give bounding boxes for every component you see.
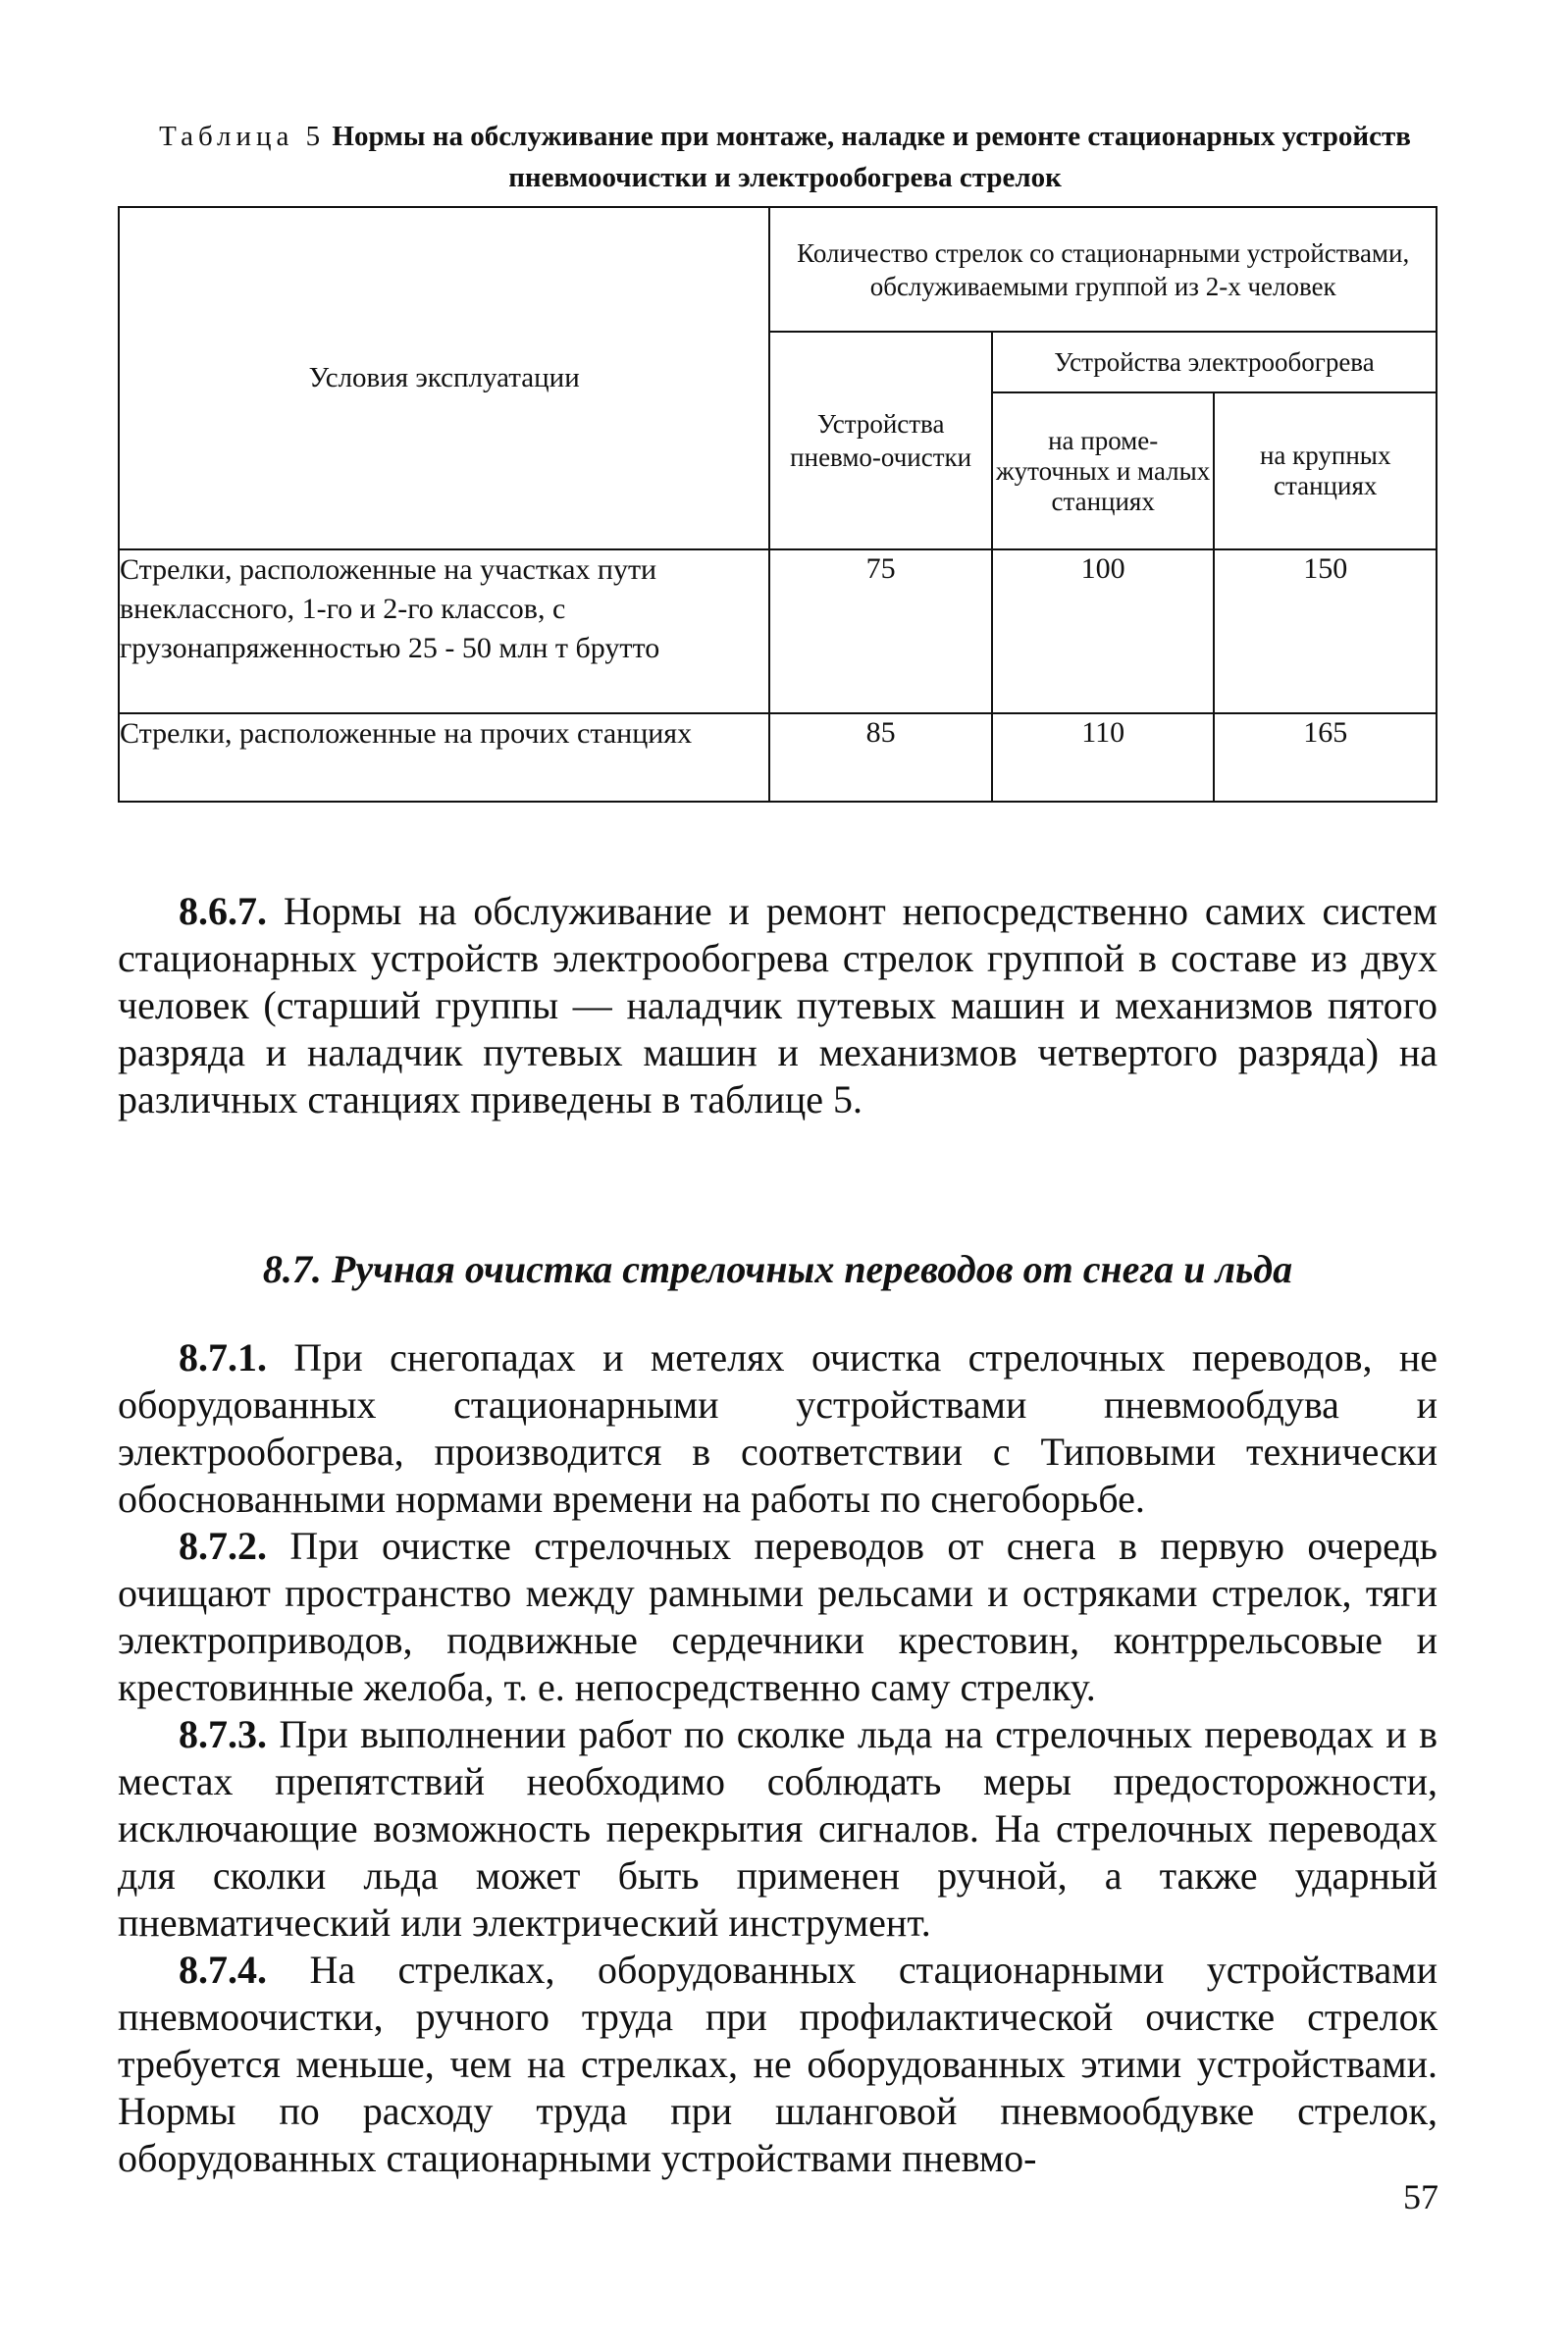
table-caption-title: Нормы на обслуживание при монтаже, наладке и ремонте стационарных устройств пневмоочистки и электрообогрева стрелок: [332, 121, 1411, 193]
row-intermediate-value: 100: [992, 549, 1215, 713]
row-large-value: 165: [1214, 713, 1437, 802]
paragraph-text: При очистке стрелочных переводов от снега в первую очередь очищают пространство между рамными рельсами и остряками стрелок, тяги электроприводов, подвижные сердечники крестовин, контррельсовые и крестовинные желоба, т. е. непосредственно саму стрелку.: [118, 1524, 1437, 1709]
header-conditions: Условия эксплуатации: [119, 207, 769, 549]
table-caption: [118, 116, 1452, 198]
paragraph-text: Нормы на обслуживание и ремонт непосредственно самих систем стационарных устройств электрообогрева стрелок группой в составе из двух человек (старший группы — наладчик путевых машин и механизмов пятого разряда и наладчик путевых машин и механизмов четвертого разряда) на различных станциях приведены в таблице 5.: [118, 889, 1437, 1121]
row-pneumo-value: 85: [769, 713, 992, 802]
table-row: [119, 713, 1437, 802]
section-8-7: [118, 1246, 1437, 1293]
section-title: 8.7. Ручная очистка стрелочных переводов от снега и льда: [262, 1247, 1293, 1291]
row-intermediate-value: 110: [992, 713, 1215, 802]
paragraph-8-6-7: [118, 888, 1437, 1123]
table-caption-lead: Таблица 5: [159, 121, 326, 152]
paragraph-8-7-4: [118, 1947, 1437, 2182]
header-pneumo: Устройства пневмо-очистки: [769, 332, 992, 549]
paragraph-number: 8.6.7.: [179, 889, 267, 933]
paragraph-8-7-1: [118, 1334, 1437, 1523]
paragraph-8-6-7-block: [118, 888, 1437, 1123]
row-condition: Стрелки, расположенные на участках пути внеклассного, 1-го и 2-го классов, с грузонапряженностью 25 - 50 млн т брутто: [119, 549, 769, 713]
paragraph-8-7-3: [118, 1711, 1437, 1947]
header-large: на крупных станциях: [1214, 392, 1437, 549]
paragraph-text: При выполнении работ по сколке льда на стрелочных переводах и в местах препятствий необходимо соблюдать меры предосторожности, исключающие возможность перекрытия сигналов. На стрелочных переводах для сколки льда может быть применен ручной, а также ударный пневматический или электрический инструмент.: [118, 1712, 1438, 1945]
section-8-7-paragraphs: [118, 1334, 1437, 2182]
paragraph-8-7-2: [118, 1523, 1437, 1711]
norms-table: [118, 206, 1437, 803]
page-number: 57: [1403, 2177, 1438, 2216]
header-electro: Устройства электрообогрева: [992, 332, 1437, 392]
paragraph-number: 8.7.1.: [179, 1335, 267, 1380]
header-intermediate: на проме-жуточных и малых станциях: [992, 392, 1215, 549]
row-pneumo-value: 75: [769, 549, 992, 713]
paragraph-number: 8.7.3.: [179, 1712, 267, 1756]
row-condition: Стрелки, расположенные на прочих станциях: [119, 713, 769, 802]
table-row: [119, 549, 1437, 713]
paragraph-text: На стрелках, оборудованных стационарными устройствами пневмоочистки, ручного труда при профилактической очистке стрелок требуется меньше, чем на стрелках, не оборудованных этими устройствами. Нормы по расходу труда при шланговой пневмообдувке стрелок, оборудованных стационарными устройствами пневмо-: [118, 1948, 1438, 2180]
row-large-value: 150: [1214, 549, 1437, 713]
paragraph-number: 8.7.2.: [179, 1524, 267, 1568]
paragraph-text: При снегопадах и метелях очистка стрелочных переводов, не оборудованных стационарными устройствами пневмообдува и электрообогрева, производится в соответствии с Типовыми технически обоснованными нормами времени на работы по снегоборьбе.: [118, 1335, 1438, 1521]
header-group: Количество стрелок со стационарными устройствами, обслуживаемыми группой из 2-х человек: [769, 207, 1437, 332]
paragraph-number: 8.7.4.: [179, 1948, 267, 1992]
